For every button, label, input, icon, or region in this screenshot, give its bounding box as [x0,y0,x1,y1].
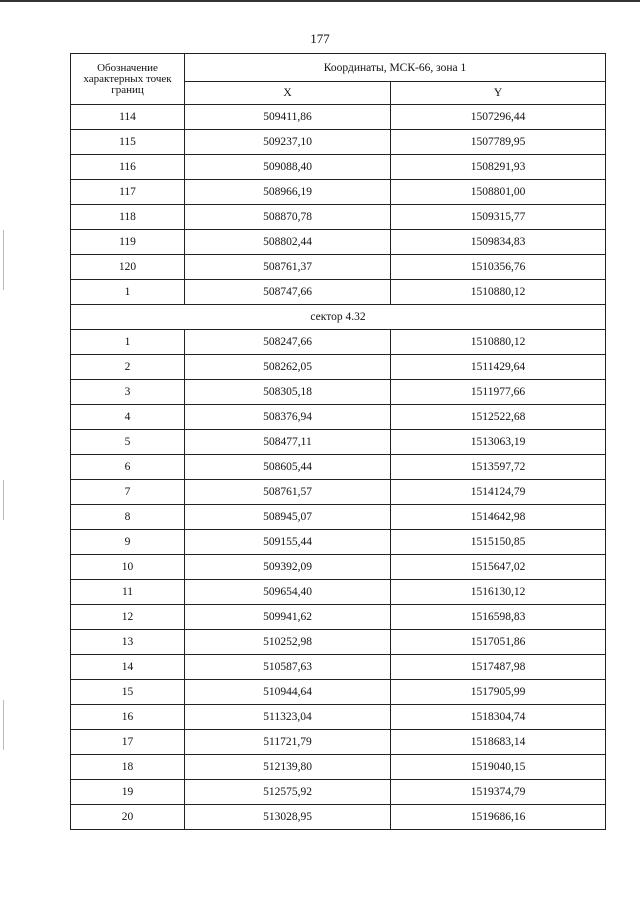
point-number-cell: 19 [71,780,185,805]
x-coordinate-cell: 508247,66 [185,330,391,355]
point-number-cell: 18 [71,755,185,780]
point-number-cell: 14 [71,655,185,680]
x-coordinate-cell: 509392,09 [185,555,391,580]
table-row [71,780,606,805]
point-number-cell: 116 [71,155,185,180]
table-row [71,805,606,830]
y-coordinate-cell: 1519040,15 [391,755,606,780]
point-number-cell: 13 [71,630,185,655]
table-row [71,680,606,705]
y-coordinate-cell: 1509315,77 [391,205,606,230]
table-row [71,230,606,255]
table-row [71,755,606,780]
x-coordinate-cell: 508376,94 [185,405,391,430]
point-number-cell: 5 [71,430,185,455]
point-number-cell: 6 [71,455,185,480]
y-coordinate-cell: 1509834,83 [391,230,606,255]
point-number-cell: 117 [71,180,185,205]
table-row [71,205,606,230]
table-row [71,605,606,630]
table-body-before [71,105,606,305]
x-coordinate-cell: 508761,57 [185,480,391,505]
point-designation-header: Обозначение характерных точек границ [71,54,185,105]
section-label: сектор 4.32 [71,305,606,330]
table-row [71,630,606,655]
point-number-cell: 10 [71,555,185,580]
x-coordinate-cell: 512139,80 [185,755,391,780]
point-number-cell: 1 [71,280,185,305]
point-number-cell: 3 [71,380,185,405]
y-coordinate-cell: 1515647,02 [391,555,606,580]
table-row [71,730,606,755]
point-number-cell: 115 [71,130,185,155]
x-coordinate-cell: 509155,44 [185,530,391,555]
table-row [71,330,606,355]
x-coordinate-cell: 513028,95 [185,805,391,830]
x-coordinate-cell: 508747,66 [185,280,391,305]
x-coordinate-cell: 509237,10 [185,130,391,155]
coordinates-system-header: Координаты, МСК-66, зона 1 [185,54,606,82]
y-coordinate-cell: 1516130,12 [391,580,606,605]
x-coordinate-cell: 508262,05 [185,355,391,380]
y-coordinate-cell: 1519374,79 [391,780,606,805]
coordinates-table [70,53,606,830]
scan-top-edge [0,0,640,2]
point-number-cell: 1 [71,330,185,355]
point-number-cell: 15 [71,680,185,705]
table-row [71,580,606,605]
table-row [71,480,606,505]
section-divider [71,305,606,330]
table-row [71,530,606,555]
scan-artifact [3,480,4,520]
table-row [71,405,606,430]
x-coordinate-cell: 510944,64 [185,680,391,705]
y-coordinate-cell: 1517051,86 [391,630,606,655]
table-row [71,455,606,480]
scan-artifact [3,230,4,290]
y-coordinate-cell: 1513597,72 [391,455,606,480]
y-coordinate-cell: 1510880,12 [391,330,606,355]
y-column-header: Y [391,82,606,105]
x-coordinate-cell: 509411,86 [185,105,391,130]
x-coordinate-cell: 508802,44 [185,230,391,255]
x-coordinate-cell: 508305,18 [185,380,391,405]
x-coordinate-cell: 508477,11 [185,430,391,455]
x-column-header: X [185,82,391,105]
point-number-cell: 7 [71,480,185,505]
y-coordinate-cell: 1518683,14 [391,730,606,755]
table-row [71,255,606,280]
point-number-cell: 16 [71,705,185,730]
x-coordinate-cell: 509654,40 [185,580,391,605]
x-coordinate-cell: 509941,62 [185,605,391,630]
x-coordinate-cell: 508966,19 [185,180,391,205]
table-row [71,355,606,380]
y-coordinate-cell: 1507789,95 [391,130,606,155]
scan-artifact [3,700,4,750]
y-coordinate-cell: 1517487,98 [391,655,606,680]
y-coordinate-cell: 1508801,00 [391,180,606,205]
table-row [71,655,606,680]
point-number-cell: 4 [71,405,185,430]
x-coordinate-cell: 510587,63 [185,655,391,680]
point-number-cell: 114 [71,105,185,130]
x-coordinate-cell: 509088,40 [185,155,391,180]
point-number-cell: 9 [71,530,185,555]
x-coordinate-cell: 512575,92 [185,780,391,805]
y-coordinate-cell: 1511977,66 [391,380,606,405]
y-coordinate-cell: 1518304,74 [391,705,606,730]
table-row [71,505,606,530]
x-coordinate-cell: 511323,04 [185,705,391,730]
x-coordinate-cell: 508761,37 [185,255,391,280]
y-coordinate-cell: 1514642,98 [391,505,606,530]
y-coordinate-cell: 1510880,12 [391,280,606,305]
point-number-cell: 20 [71,805,185,830]
x-coordinate-cell: 511721,79 [185,730,391,755]
table-row [71,705,606,730]
point-number-cell: 119 [71,230,185,255]
x-coordinate-cell: 508870,78 [185,205,391,230]
x-coordinate-cell: 508605,44 [185,455,391,480]
table-row [71,380,606,405]
y-coordinate-cell: 1514124,79 [391,480,606,505]
x-coordinate-cell: 508945,07 [185,505,391,530]
point-number-cell: 120 [71,255,185,280]
table-header [71,54,606,105]
x-coordinate-cell: 510252,98 [185,630,391,655]
table-row [71,555,606,580]
page-number: 177 [310,31,330,46]
point-number-cell: 8 [71,505,185,530]
point-number-cell: 2 [71,355,185,380]
point-number-cell: 12 [71,605,185,630]
table-row [71,430,606,455]
point-number-cell: 118 [71,205,185,230]
y-coordinate-cell: 1515150,85 [391,530,606,555]
y-coordinate-cell: 1512522,68 [391,405,606,430]
y-coordinate-cell: 1516598,83 [391,605,606,630]
y-coordinate-cell: 1511429,64 [391,355,606,380]
y-coordinate-cell: 1508291,93 [391,155,606,180]
point-number-cell: 11 [71,580,185,605]
table-row [71,280,606,305]
table-row [71,155,606,180]
y-coordinate-cell: 1519686,16 [391,805,606,830]
y-coordinate-cell: 1507296,44 [391,105,606,130]
table-body-after [71,330,606,830]
y-coordinate-cell: 1517905,99 [391,680,606,705]
table-row [71,105,606,130]
y-coordinate-cell: 1513063,19 [391,430,606,455]
y-coordinate-cell: 1510356,76 [391,255,606,280]
point-number-cell: 17 [71,730,185,755]
table-row [71,180,606,205]
table-row [71,130,606,155]
